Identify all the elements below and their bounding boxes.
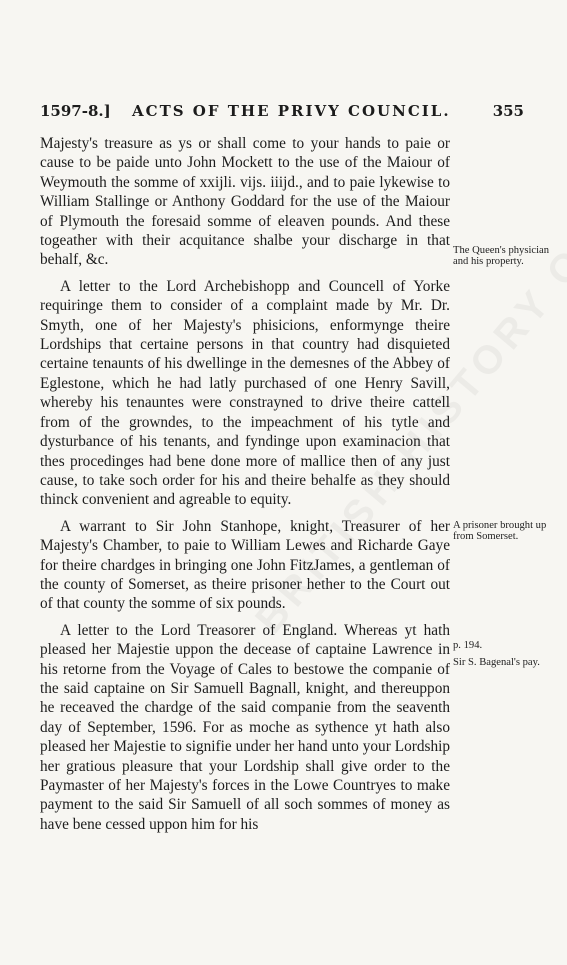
paragraph-letter-york: A letter to the Lord Archebishopp and Councell of Yorke requiringe them to consider of a complaint made by Mr. Dr. Smyth, one of her Majesty's phisicions, enformynge theire Lordships that certaine persons in that country had disquieted certaine tenaunts of his dwellinge in the demesnes of the Abbey of Eglestone, which he had latly purchased of one Henry Savill, whereby his tenauntes were constrayned to drive theire cattell from of the growndes, to the impeachment of his tytle and dysturbance of his tenants, and fyndinge upon examinacion that thes procedinges had bene done more of mallice then of any just cause, to take soch order for his and theire behalfe as they should thinck convenient and agreable to equity. xyxy=(40,277,450,509)
paragraph-letter-treasorer: A letter to the Lord Treasorer of England. Whereas yt hath pleased her Majestie uppon the decease of captaine Lawrence in his retorne from the Voyage of Cales to bestowe the companie of the said captaine on Sir Samuell Bagnall, knight, and thereuppon he receaved the chardge of the said companie from the seaventh day of September, 1596. For as moche as sythence yt hath also pleased her Majestie to signifie under her hand unto your Lordship her gratious pleasure that your Lordship shall give order to the Paymaster of her Majesty's forces in the Lowe Countryes to make payment to the said Sir Samuell of all soch sommes of money as have bene cessed uppon him for his xyxy=(40,621,450,833)
paragraph-continuation: Majesty's treasure as ys or shall come to your hands to paie or cause to be paide unto John Mockett to the use of the Maiour of Weymouth the somme of xxijli. vijs. iiijd., and to paie lykewise to William Stallinge or Anthony Goddard for the use of the Maiour of Plymouth the foresaid somme of eleaven pounds. And these togeather with their acquitance shalbe your discharge in that behalf, &c. xyxy=(40,135,450,269)
margin-note-page-ref: p. 194. xyxy=(453,640,483,651)
page-number: 355 xyxy=(492,102,524,120)
margin-note-prisoner: A prisoner brought up from Somerset. xyxy=(453,520,547,542)
body-text xyxy=(40,134,450,834)
margin-note-bagenal: Sir S. Bagenal's pay. xyxy=(453,657,540,668)
paragraph-warrant-stanhope: A warrant to Sir John Stanhope, knight, Treasurer of her Majesty's Chamber, to paie to William Lewes and Richarde Gaye for theire chardges in bringing one John FitzJames, a gentleman of the county of Somerset, as theire prisoner hether to the Court out of that county the somme of six pounds. xyxy=(40,517,450,613)
header-year: 1597-8.] xyxy=(40,102,111,120)
running-header xyxy=(40,102,530,124)
margin-note-physician: The Queen's physician and his property. xyxy=(453,245,550,267)
header-title: ACTS OF THE PRIVY COUNCIL. xyxy=(132,102,451,120)
